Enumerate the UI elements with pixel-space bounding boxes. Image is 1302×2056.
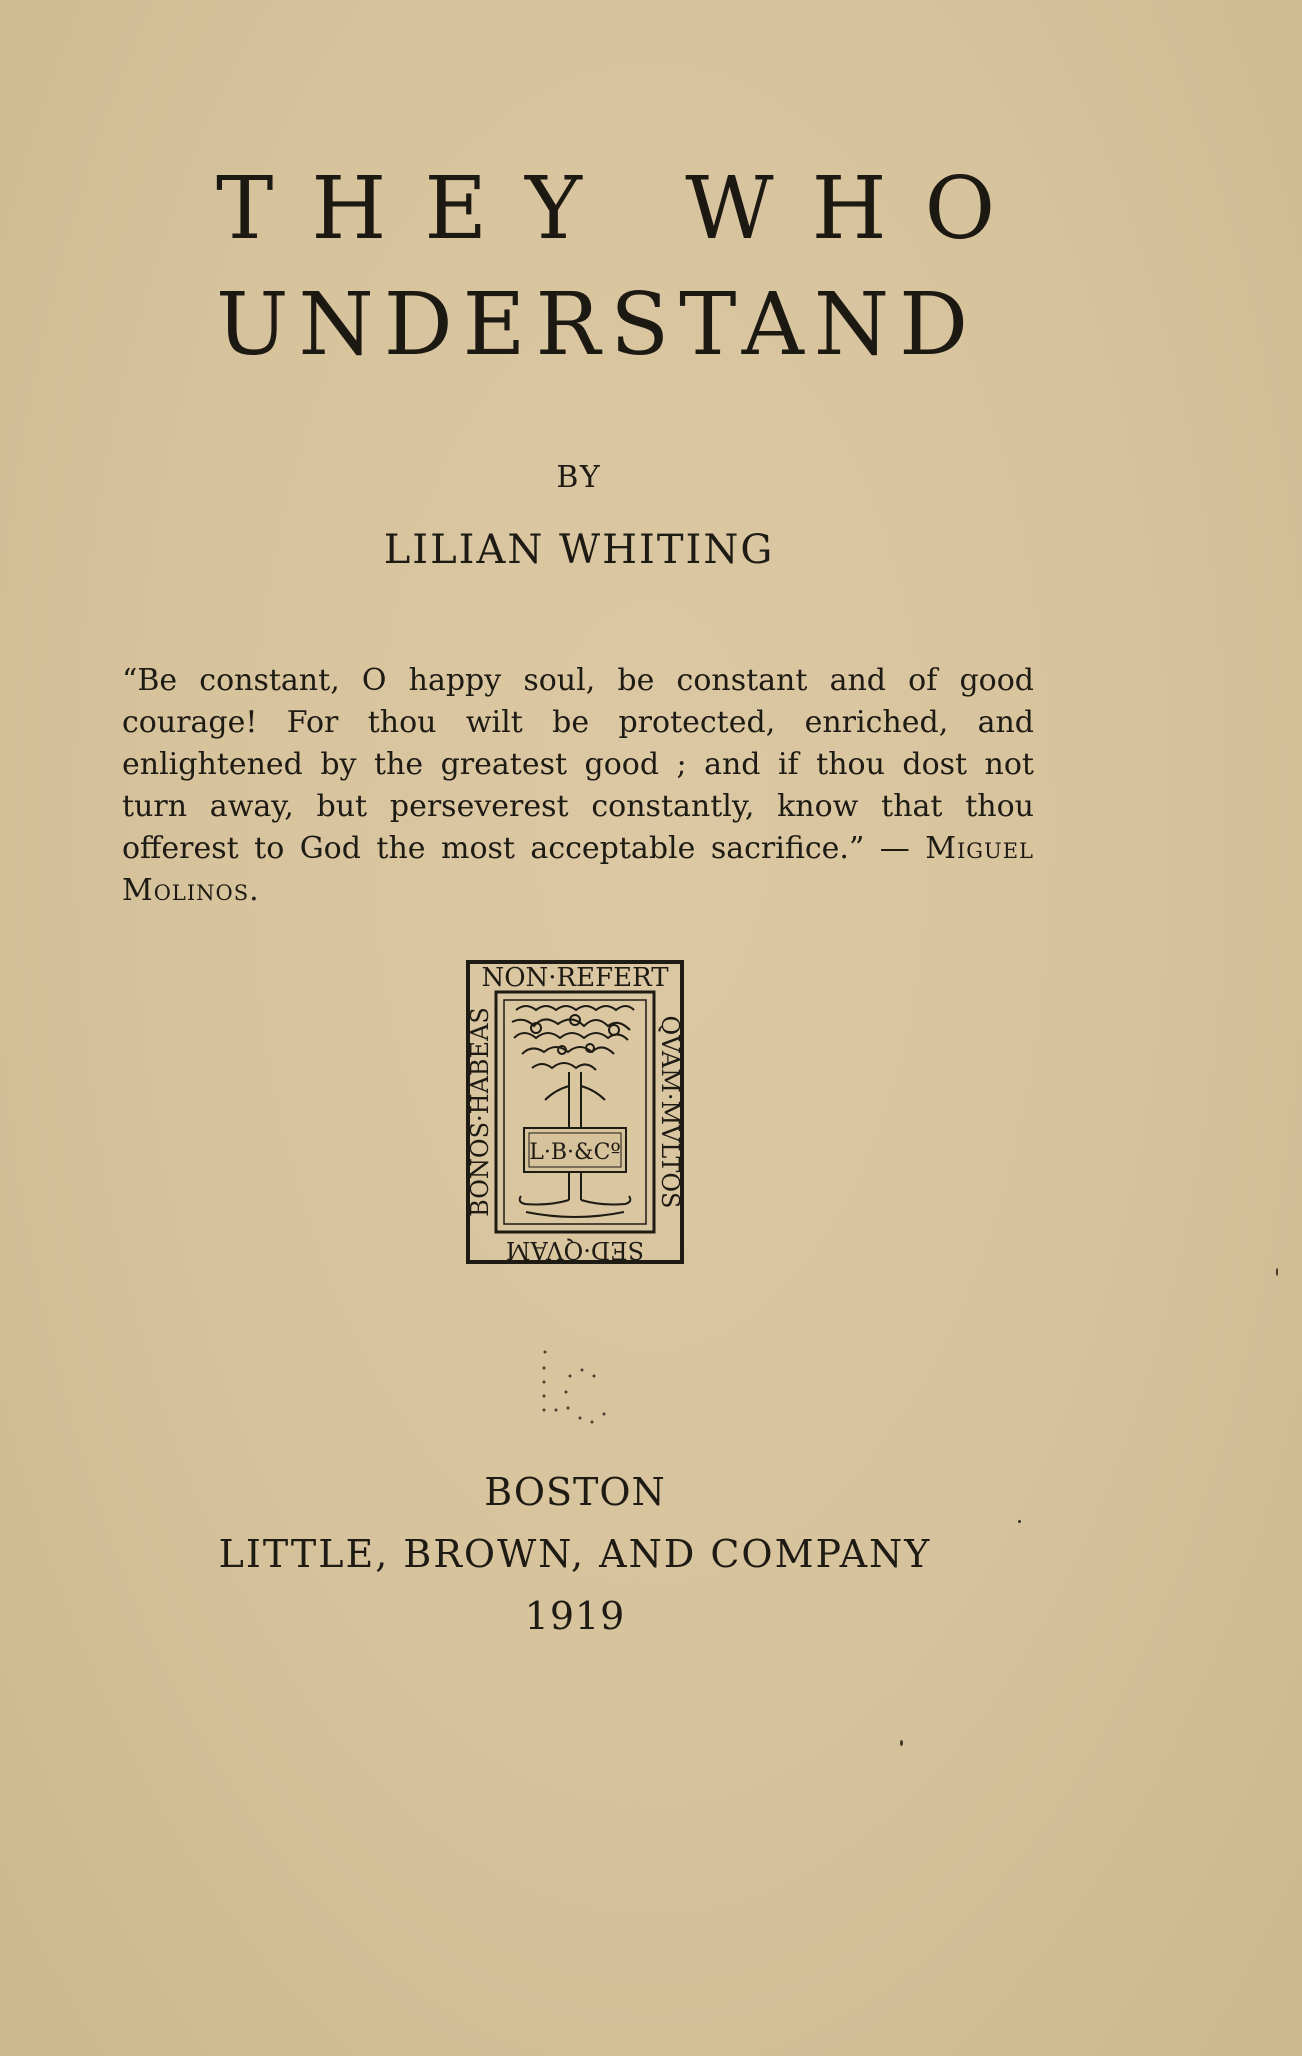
book-title-line-2: UNDERSTAND	[216, 275, 979, 375]
imprint-publisher: LITTLE, BROWN, AND COMPANY	[218, 1532, 932, 1576]
mark-text-top: NON·REFERT	[481, 963, 669, 993]
epigraph	[122, 660, 1034, 912]
mark-text-left: BONOS·HABEAS	[466, 1007, 494, 1217]
imprint-place: BOSTON	[484, 1470, 666, 1514]
by-label: BY	[556, 460, 602, 495]
paper-speck	[900, 1740, 903, 1746]
paper-speck	[1018, 1520, 1021, 1523]
mark-text-bottom: SED·QVAM	[505, 1236, 645, 1264]
book-title-line-1: THEY WHO	[216, 159, 1034, 259]
imprint-year: 1919	[524, 1594, 626, 1638]
epigraph-text: “Be constant, O happy soul, be constant and of good courage! For thou wilt be protected, enriched, and enlightened by the greatest good ; and if thou dost not turn away, but perseverest constantly, know that thou offerest to God the most acceptable sacrifice.” —	[122, 663, 1034, 866]
epigraph-attribution: Miguel Molinos.	[122, 831, 1034, 908]
publisher-device-mark	[466, 960, 684, 1264]
stamp-marks	[540, 1346, 640, 1436]
paper-speck	[1276, 1268, 1278, 1276]
mark-initials: L·B·&Cº	[529, 1140, 621, 1165]
tree-icon	[512, 1006, 634, 1217]
mark-text-right: QVAM·MVLTOS	[656, 1015, 684, 1209]
author-name: LILIAN WHITING	[383, 527, 775, 573]
